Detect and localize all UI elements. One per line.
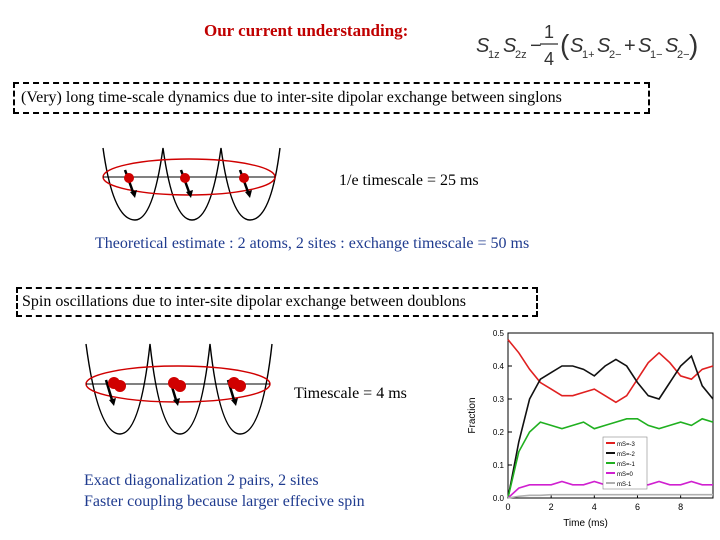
singlon-timescale: 1/e timescale = 25 ms [339, 172, 479, 189]
spin-arrow-icon [180, 170, 193, 198]
legend-label: mS=-1 [617, 462, 635, 468]
formula-subscript: 1z [488, 49, 500, 61]
x-tick-label: 4 [591, 502, 597, 512]
y-axis-label: Fraction [467, 397, 478, 434]
formula-term: S [597, 35, 611, 57]
legend-label: mS=-3 [617, 442, 635, 448]
x-tick-label: 2 [548, 502, 554, 512]
y-tick-label: 0.5 [492, 329, 504, 338]
formula-paren: ( [560, 29, 570, 60]
exact-line-1: Exact diagonalization 2 pairs, 2 sites [84, 472, 319, 489]
singlon-dynamics-box: (Very) long time-scale dynamics due to inter-site dipolar exchange between singlons [13, 82, 650, 114]
x-tick-label: 8 [678, 502, 684, 512]
formula-term: S [570, 35, 584, 57]
double-well-potential-icon [78, 338, 288, 438]
spin-arrow-icon [124, 170, 137, 198]
formula-term: S [638, 35, 652, 57]
formula-denominator: 4 [544, 49, 555, 69]
exact-line-2: Faster coupling because larger effecive spin [84, 493, 365, 510]
formula-subscript: 2− [677, 49, 690, 61]
hamiltonian-formula [470, 12, 700, 74]
spin-arrow-icon [239, 170, 252, 198]
x-tick-label: 6 [634, 502, 640, 512]
legend-label: mS=-2 [617, 452, 635, 458]
spin-arrow-icon [106, 377, 126, 406]
double-well-potential-icon [95, 140, 290, 235]
slide-title: Our current understanding: [204, 21, 409, 40]
formula-subscript: 1− [650, 49, 663, 61]
exact-diagonalization-note [84, 470, 365, 512]
theoretical-estimate: Theoretical estimate : 2 atoms, 2 sites : exchange timescale = 50 ms [95, 235, 530, 252]
y-tick-label: 0.1 [492, 461, 504, 470]
formula-term: S [665, 35, 679, 57]
y-tick-label: 0.3 [492, 395, 504, 404]
y-tick-label: 0.0 [492, 494, 504, 503]
spin-arrow-icon [228, 377, 246, 406]
formula-numerator: 1 [544, 22, 555, 42]
x-axis-label: Time (ms) [563, 518, 608, 529]
y-tick-label: 0.2 [492, 428, 504, 437]
formula-subscript: 2− [609, 49, 622, 61]
y-tick-label: 0.4 [492, 362, 504, 371]
chart-legend [603, 437, 647, 489]
legend-label: mS-1 [617, 482, 632, 488]
formula-term: S [476, 35, 490, 57]
doublon-oscillation-box: Spin oscillations due to inter-site dipolar exchange between doublons [16, 287, 538, 317]
formula-operator: − [530, 35, 542, 57]
formula-paren: ) [689, 29, 699, 60]
doublon-timescale: Timescale = 4 ms [294, 385, 407, 402]
formula-subscript: 2z [515, 49, 527, 61]
formula-term: S [503, 35, 517, 57]
fraction-vs-time-chart [465, 325, 720, 535]
formula-subscript: 1+ [582, 49, 595, 61]
legend-label: mS=0 [617, 472, 633, 478]
x-tick-label: 0 [505, 502, 511, 512]
formula-operator: + [624, 35, 636, 57]
series-line-mS=-3 [508, 340, 713, 403]
